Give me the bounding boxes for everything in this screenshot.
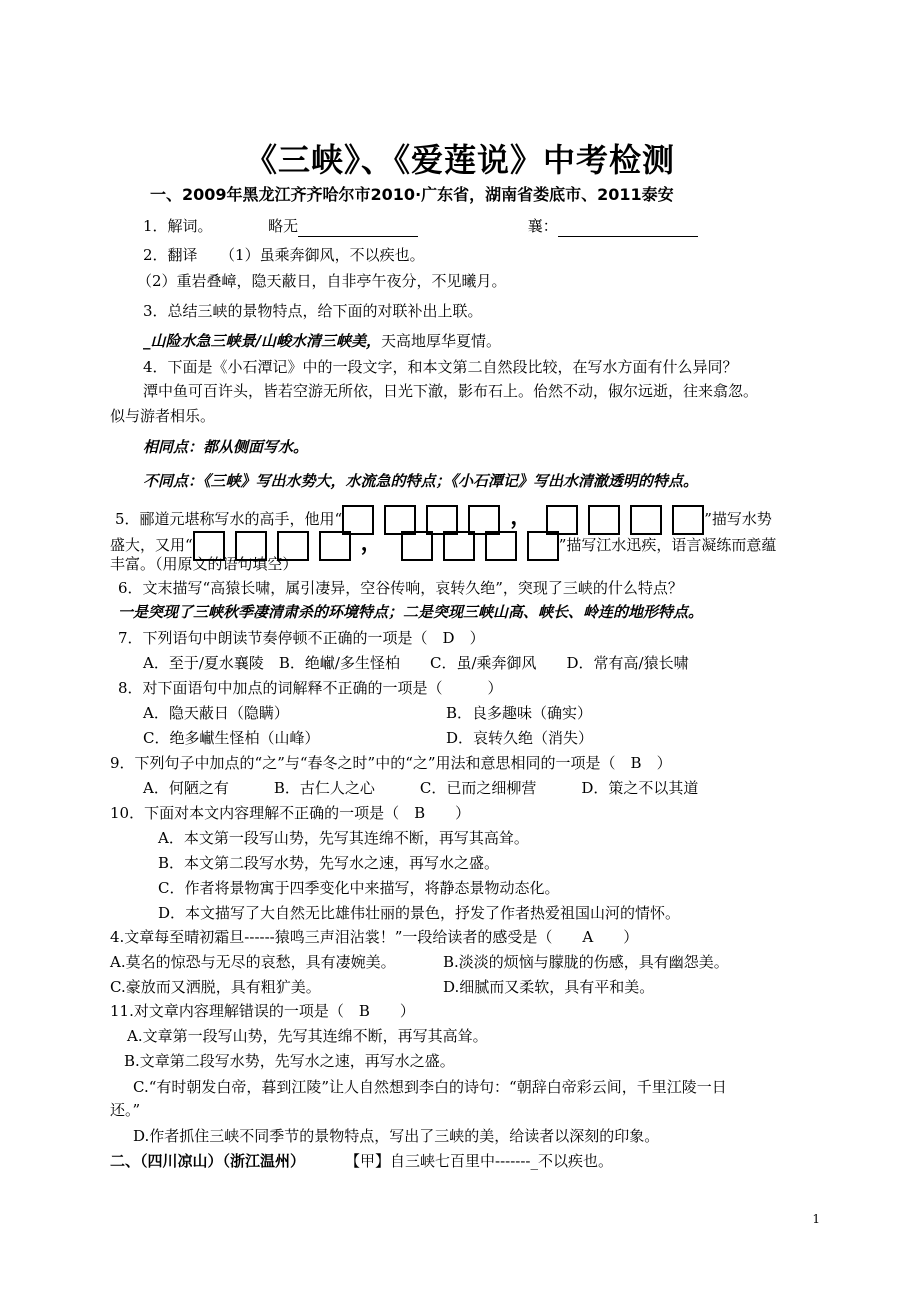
section-2-passage: 【甲】自三峡七百里中-------_不以疾也。: [345, 1152, 613, 1170]
q1-label: 1．解词。: [143, 217, 213, 235]
q1-line: [143, 215, 698, 237]
q6-line: 6．文末描写“高猿长啸，属引凄异，空谷传响，哀转久绝”，突现了三峡的什么特点？: [118, 579, 683, 597]
q5-box: [319, 531, 351, 561]
q3-answer-given: 天高地厚华夏情。: [380, 332, 501, 350]
q5-prefix-2: 盛大，又用“: [110, 536, 193, 554]
q9-options: A．何陋之有 B．古仁人之心 C．已而之细柳营 D．策之不以其道: [143, 779, 699, 797]
q10-option-c: C．作者将景物寓于四季变化中来描写，将静态景物动态化。: [158, 879, 560, 897]
q5-box: [401, 531, 433, 561]
section-2-line: [110, 1150, 613, 1172]
q4b-option-d: D.细腻而又柔软，具有平和美。: [443, 978, 655, 996]
q10-option-d: D．本文描写了大自然无比雄伟壮丽的景色，抒发了作者热爱祖国山河的情怀。: [158, 904, 681, 922]
q3-answer-filled: _山险水急三峡景/山峻水清三峡美，: [143, 332, 381, 350]
page-title: 《三峡》、《爱莲说》中考检测: [244, 141, 675, 179]
q5-middle: ”描写水势: [704, 510, 772, 528]
q5-box: [527, 531, 559, 561]
q9-line: 9．下列句子中加点的“之”与“春冬之时”中的“之”用法和意思相同的一项是（ B ）: [110, 754, 672, 772]
q3-line: 3．总结三峡的景物特点，给下面的对联补出上联。: [143, 302, 483, 320]
q4b-option-b: B.淡淡的烦恼与朦胧的伤感，具有幽怨美。: [443, 953, 729, 971]
q3-answer: [143, 330, 501, 352]
q11-option-b: B.文章第二段写水势，先写水之速，再写水之盛。: [124, 1052, 455, 1070]
q11-option-d: D.作者抓住三峡不同季节的景物特点，写出了三峡的美，给读者以深刻的印象。: [133, 1127, 660, 1145]
q8-option-a: A．隐天蔽日（隐瞒）: [143, 704, 289, 722]
q10-line: 10．下面对本文内容理解不正确的一项是（ B ）: [110, 804, 471, 822]
section-2-heading: 二、（四川凉山）（浙江温州）: [110, 1152, 306, 1170]
q8-option-c: C．绝多𪩘生怪柏（山峰）: [143, 729, 320, 747]
q1-blank-1: [298, 218, 418, 237]
q1-blank-2: [558, 218, 698, 237]
q11-option-c-1: C.“有时朝发白帝，暮到江陵”让人自然想到李白的诗句：“朝辞白帝彩云间，千里江陵一日: [133, 1078, 727, 1096]
q1-term-1: 略无: [268, 217, 299, 235]
q10-option-b: B．本文第二段写水势，先写水之速，再写水之盛。: [158, 854, 500, 872]
q4-passage-2: 似与游者相乐。: [110, 407, 216, 425]
q4-same: 相同点：都从侧面写水。: [143, 438, 309, 456]
q5-box: [485, 531, 517, 561]
q7-line: 7．下列语句中朗读节奏停顿不正确的一项是（ D ）: [118, 629, 485, 647]
q8-option-d: D．哀转久绝（消失）: [446, 729, 594, 747]
q8-option-b: B．良多趣味（确实）: [446, 704, 593, 722]
section-1-heading: 一、2009年黑龙江齐齐哈尔市2010·广东省，湖南省娄底市、2011泰安: [150, 185, 674, 204]
q5-comma-2: ，: [360, 530, 383, 556]
q5-box: [443, 531, 475, 561]
q11-option-c-2: 还。”: [110, 1101, 141, 1119]
q5-prefix: 5．郦道元堪称写水的高手，他用“: [115, 510, 343, 528]
q5-line-3: 丰富。（用原文的语句填空）: [110, 555, 298, 573]
q4b-option-a: A.莫名的惊恐与无尽的哀愁，具有凄婉美。: [110, 953, 396, 971]
q2-line-2: （2）重岩叠嶂，隐天蔽日，自非亭午夜分，不见曦月。: [137, 272, 507, 290]
q4-line: 4．下面是《小石潭记》中的一段文字，和本文第二自然段比较，在写水方面有什么异同？: [143, 358, 738, 376]
q1-term-2: 襄：: [527, 217, 558, 235]
q5-suffix: ”描写江水迅疾，语言凝练而意蕴: [558, 536, 777, 554]
q11-line: 11.对文章内容理解错误的一项是（ B ）: [110, 1002, 415, 1020]
q4b-option-c: C.豪放而又洒脱，具有粗犷美。: [110, 978, 321, 996]
q4-passage-1: 潭中鱼可百许头，皆若空游无所依，日光下澈，影布石上。佁然不动，俶尔远逝，往来翕忽。: [143, 382, 759, 400]
page-number: 1: [812, 1212, 820, 1226]
q4-diff: 不同点：《三峡》写出水势大，水流急的特点；《小石潭记》写出水清澈透明的特点。: [143, 472, 699, 490]
q11-option-a: A.文章第一段写山势，先写其连绵不断，再写其高耸。: [127, 1027, 488, 1045]
q7-options: A．至于/夏水襄陵 B．绝𪩘/多生怪柏 C．虽/乘奔御风 D．常有高/猿长啸: [143, 654, 689, 672]
q5-comma: ，: [510, 504, 533, 530]
q8-line: 8．对下面语句中加点的词解释不正确的一项是（ ）: [118, 679, 503, 697]
q4b-line: 4.文章每至晴初霜旦------猿鸣三声泪沾裳！”一段给读者的感受是（ A ）: [110, 928, 639, 946]
q10-option-a: A．本文第一段写山势，先写其连绵不断，再写其高耸。: [158, 829, 529, 847]
q2-line-1: 2．翻译 （1）虽乘奔御风，不以疾也。: [143, 246, 425, 264]
q6-answer: 一是突现了三峡秋季凄清肃杀的环境特点；二是突现三峡山高、峡长、岭连的地形特点。: [118, 603, 704, 621]
